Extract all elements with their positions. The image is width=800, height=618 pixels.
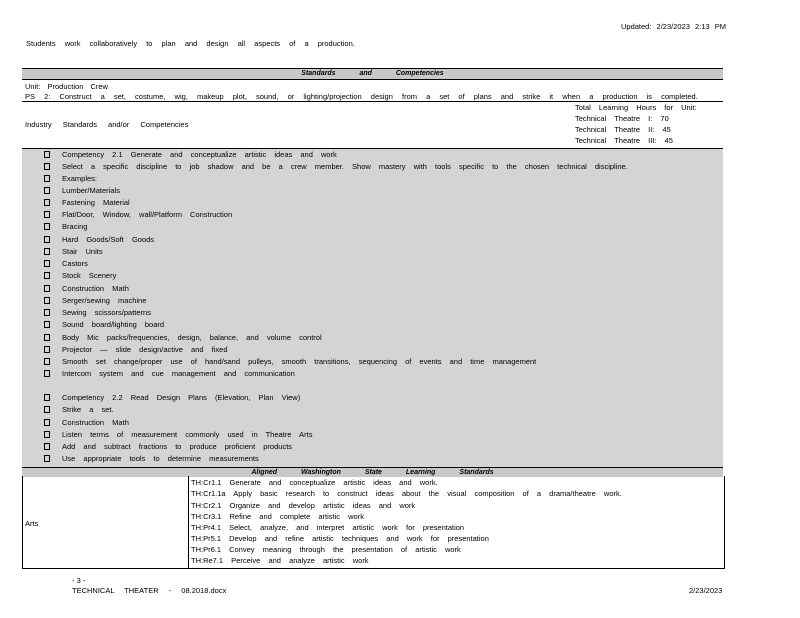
list-item: Strike a set. bbox=[44, 406, 114, 418]
checkbox-icon bbox=[44, 211, 50, 218]
list-item: Add and subtract fractions to produce proficient products bbox=[44, 443, 292, 455]
list-item: Sewing scissors/patterns bbox=[44, 309, 151, 321]
list-item: Projector — slide design/active and fixed bbox=[44, 346, 228, 358]
list-item: Construction Math bbox=[44, 285, 129, 297]
checkbox-icon bbox=[44, 406, 50, 413]
aligned-standards-bar: Aligned Washington State Learning Standards bbox=[22, 467, 723, 477]
checkbox-icon bbox=[44, 334, 50, 341]
checkbox-icon bbox=[44, 419, 50, 426]
standards-header-bar: Standards and Competencies bbox=[22, 68, 723, 80]
list-item: Select a specific discipline to job shadow and be a crew member. Show mastery with tools specific to the chosen technical discipline. bbox=[44, 163, 628, 175]
list-item: Castors bbox=[44, 260, 88, 272]
checkbox-icon bbox=[44, 187, 50, 194]
list-item: Serger/sewing machine bbox=[44, 297, 146, 309]
list-item: Lumber/Materials bbox=[44, 187, 120, 199]
list-item: Flat/Door, Window, wall/Platform Construction bbox=[44, 211, 232, 223]
hours-line: Total Learning Hours for Unit: bbox=[575, 103, 697, 112]
checkbox-icon bbox=[44, 346, 50, 353]
checkbox-icon bbox=[44, 321, 50, 328]
standard-line: TH:Cr2.1 Organize and develop artistic ideas and work bbox=[191, 501, 416, 510]
updated-date: 2/23/2023 bbox=[656, 22, 690, 31]
list-item: Smooth set change/proper use of hand/sand pulleys, smooth transitions, sequencing of events and time management bbox=[44, 358, 536, 370]
intro-text: Students work collaboratively to plan and design all aspects of a production. bbox=[26, 39, 355, 48]
divider bbox=[22, 101, 723, 102]
checkbox-icon bbox=[44, 236, 50, 243]
checkbox-icon bbox=[44, 199, 50, 206]
learning-hours bbox=[575, 104, 697, 148]
page-number: - 3 - bbox=[72, 576, 86, 585]
checkbox-icon bbox=[44, 151, 50, 158]
list-item: Intercom system and cue management and communication bbox=[44, 370, 295, 382]
list-item: Competency 2.2 Read Design Plans (Elevation, Plan View) bbox=[44, 394, 300, 406]
checkbox-icon bbox=[44, 223, 50, 230]
checkbox-icon bbox=[44, 175, 50, 182]
checkbox-icon bbox=[44, 394, 50, 401]
checkbox-icon bbox=[44, 358, 50, 365]
standard-line: TH:Pr4.1 Select, analyze, and interpret artistic work for presentation bbox=[191, 523, 465, 532]
list-item: Stair Units bbox=[44, 248, 103, 260]
industry-label: Industry Standards and/or Competencies bbox=[25, 120, 189, 129]
list-item: Use appropriate tools to determine measurements bbox=[44, 455, 259, 467]
checkbox-icon bbox=[44, 248, 50, 255]
checkbox-icon bbox=[44, 260, 50, 267]
footer-date: 2/23/2023 bbox=[689, 586, 723, 595]
list-item: Examples: bbox=[44, 175, 97, 187]
list-item: Body Mic packs/frequencies, design, balance, and volume control bbox=[44, 334, 322, 346]
list-item: Sound board/lighting board bbox=[44, 321, 164, 333]
standard-line: TH:Cr1.1a Apply basic research to construct ideas about the visual composition of a drama/theatre work. bbox=[191, 489, 622, 498]
checkbox-icon bbox=[44, 455, 50, 462]
standard-line: TH:Pr6.1 Convey meaning through the presentation of artistic work bbox=[191, 545, 461, 554]
standard-line: TH:Cr1.1 Generate and conceptualize artistic ideas and work. bbox=[191, 478, 438, 487]
checkbox-icon bbox=[44, 443, 50, 450]
arts-label: Arts bbox=[25, 519, 39, 528]
standard-line: TH:Pr5.1 Develop and refine artistic techniques and work for presentation bbox=[191, 534, 489, 543]
list-item: Bracing bbox=[44, 223, 87, 235]
checkbox-icon bbox=[44, 297, 50, 304]
list-item: Construction Math bbox=[44, 419, 129, 431]
checkbox-icon bbox=[44, 370, 50, 377]
hours-line: Technical Theatre II: 45 bbox=[575, 125, 671, 134]
hours-line: Technical Theatre I: 70 bbox=[575, 114, 669, 123]
hours-line: Technical Theatre III: 45 bbox=[575, 136, 673, 145]
checkbox-icon bbox=[44, 272, 50, 279]
performance-standard: PS 2: Construct a set, costume, wig, makeup plot, sound, or lighting/projection design from a set of plans and strike it when a production is completed. bbox=[25, 92, 698, 101]
standard-line: TH:Re7.1 Perceive and analyze artistic work bbox=[191, 556, 369, 565]
standard-line: TH:Cr3.1 Refine and complete artistic work bbox=[191, 512, 364, 521]
checkbox-icon bbox=[44, 163, 50, 170]
checkbox-icon bbox=[44, 431, 50, 438]
list-item: Stock Scenery bbox=[44, 272, 116, 284]
list-item: Competency 2.1 Generate and conceptualize artistic ideas and work bbox=[44, 151, 337, 163]
updated-label: Updated: bbox=[621, 22, 652, 31]
list-item: Hard Goods/Soft Goods bbox=[44, 236, 154, 248]
unit-title: Unit: Production Crew bbox=[25, 82, 108, 91]
updated-time: 2:13 PM bbox=[695, 22, 726, 31]
checkbox-icon bbox=[44, 309, 50, 316]
footer-filename: TECHNICAL THEATER - 08.2018.docx bbox=[72, 586, 227, 595]
column-divider bbox=[188, 476, 189, 568]
updated-stamp bbox=[621, 23, 726, 31]
list-item: Fastening Material bbox=[44, 199, 130, 211]
checkbox-icon bbox=[44, 285, 50, 292]
list-item: Listen terms of measurement commonly used in Theatre Arts bbox=[44, 431, 312, 443]
